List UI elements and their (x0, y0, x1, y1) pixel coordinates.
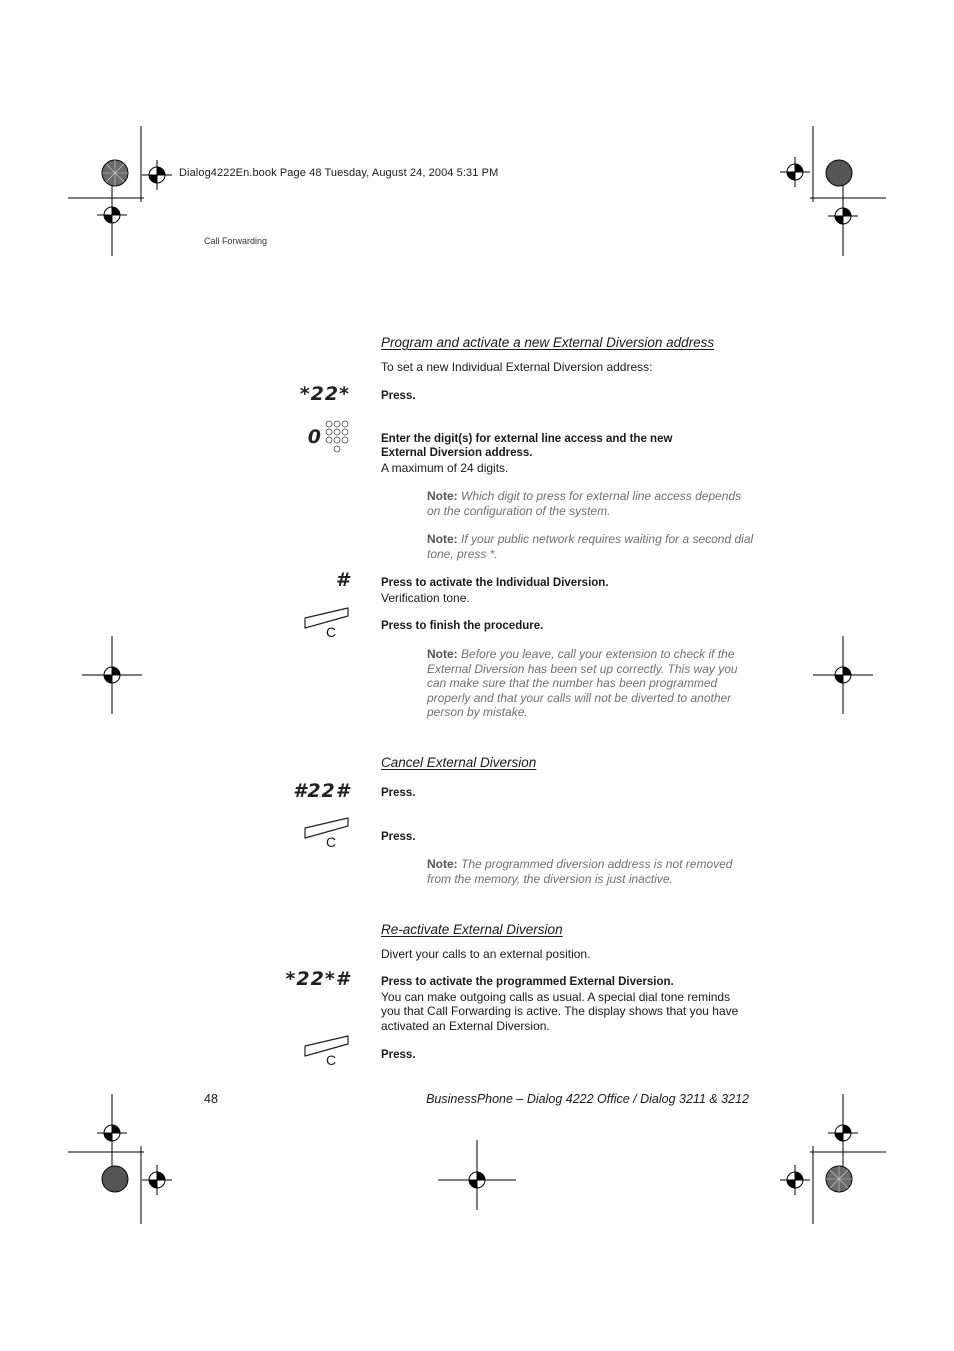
step-instruction: Press to activate the Individual Diversion. (381, 577, 609, 589)
note-text: Before you leave, call your extension to check if the External Diversion has been set up correctly. This way you can make sure that the number has been programmed properly and that your calls will not be diverted to another person by mistake. (427, 647, 738, 720)
step-instruction: Press to finish the procedure. (381, 620, 544, 632)
note-label: Note: (427, 857, 458, 871)
key-sequence-code: *22*# (285, 968, 350, 990)
section-heading-program: Program and activate a new External Diversion address (381, 335, 715, 350)
print-info-line: Dialog4222En.book Page 48 Tuesday, August 24, 2004 5:31 PM (179, 167, 499, 179)
clear-key-icon (302, 814, 352, 854)
note-label: Note: (427, 647, 458, 661)
step-detail-line3: activated an External Diversion. (381, 1019, 550, 1033)
note-text: Which digit to press for external line access depends on the configuration of the system. (427, 489, 742, 518)
footer-title: BusinessPhone – Dialog 4222 Office / Dialog 3211 & 3212 (426, 1092, 749, 1106)
note-text: If your public network requires waiting for a second dial tone, press *. (427, 532, 754, 561)
step-detail-line1: You can make outgoing calls as usual. A special dial tone reminds (381, 990, 731, 1004)
note-text: The programmed diversion address is not removed from the memory, the diversion is just inactive. (427, 857, 733, 886)
step-detail: A maximum of 24 digits. (381, 461, 509, 475)
step-detail-line2: you that Call Forwarding is active. The display shows that you have (381, 1004, 739, 1018)
note-external-access (427, 489, 757, 518)
note-label: Note: (427, 489, 458, 503)
keypad-icon (325, 420, 351, 456)
section-heading-cancel: Cancel External Diversion (381, 755, 537, 770)
step-instruction-line1: Enter the digit(s) for external line access and the new (381, 433, 673, 445)
clear-key-label: C (326, 1052, 337, 1068)
clear-key-icon (302, 604, 352, 644)
density-disc-icon (101, 1165, 129, 1193)
key-sequence-code: # (335, 569, 350, 591)
note-verify-diversion (427, 647, 757, 720)
digit-key-code: 0 (307, 426, 322, 448)
section-intro: To set a new Individual External Diversion address: (381, 360, 653, 374)
clear-key-icon (302, 1032, 352, 1072)
note-address-retained (427, 857, 757, 886)
note-label: Note: (427, 532, 458, 546)
density-disc-icon (825, 1165, 853, 1193)
clear-key-label: C (326, 624, 337, 640)
step-instruction: Press. (381, 1049, 416, 1061)
running-header: Call Forwarding (204, 236, 268, 246)
density-disc-icon (825, 159, 853, 187)
step-instruction: Press. (381, 831, 416, 843)
key-sequence-code: *22* (299, 383, 350, 405)
key-sequence-code: #22# (293, 780, 350, 802)
note-second-dial-tone (427, 532, 757, 561)
step-instruction: Press to activate the programmed External Diversion. (381, 976, 674, 988)
step-detail: Verification tone. (381, 591, 470, 605)
section-heading-reactivate: Re-activate External Diversion (381, 922, 563, 937)
step-instruction: Press. (381, 390, 416, 402)
page-number: 48 (204, 1092, 218, 1106)
density-disc-icon (101, 159, 129, 187)
step-instruction: Press. (381, 787, 416, 799)
clear-key-label: C (326, 834, 337, 850)
section-intro: Divert your calls to an external position. (381, 947, 591, 961)
step-instruction-line2: External Diversion address. (381, 447, 533, 459)
